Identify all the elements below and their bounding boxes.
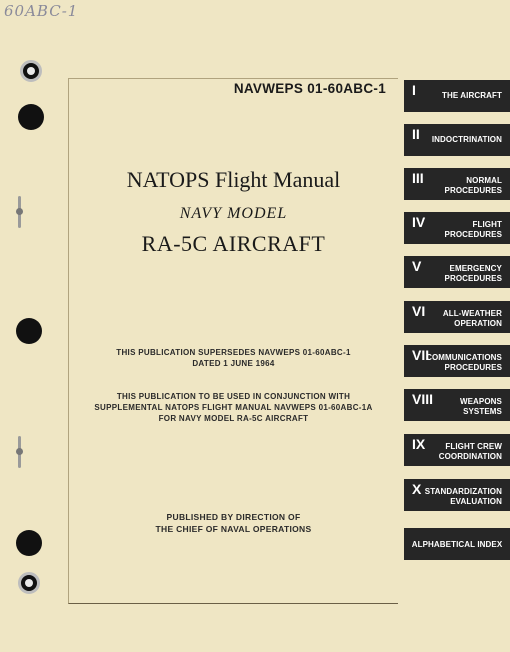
conjunction-line: FOR NAVY MODEL RA-5C AIRCRAFT (158, 414, 309, 423)
binder-hole (16, 530, 42, 556)
binder-clip (18, 196, 21, 228)
tab-label: FLIGHT PROCEDURES (444, 220, 502, 239)
supersedes-notice (69, 347, 398, 369)
tab-all-weather-operation[interactable] (404, 301, 510, 333)
supersedes-date: DATED 1 JUNE 1964 (192, 359, 275, 368)
conjunction-line: THIS PUBLICATION TO BE USED IN CONJUNCTION WITH (116, 392, 351, 401)
tab-label: WEAPONS SYSTEMS (459, 397, 502, 416)
tab-weapons-systems[interactable] (404, 389, 510, 421)
cover-panel (68, 78, 398, 604)
tab-flight-crew-coordination[interactable] (404, 434, 510, 466)
binder-hole-top (20, 60, 42, 82)
tab-number: X (412, 481, 422, 497)
tab-number: IX (412, 436, 426, 452)
tab-number: II (412, 126, 420, 142)
navy-model-label: NAVY MODEL (179, 205, 288, 222)
published-line: PUBLISHED BY DIRECTION OF (166, 512, 301, 522)
supersedes-line: THIS PUBLICATION SUPERSEDES NAVWEPS 01-60ABC-1 (116, 348, 351, 357)
aircraft-title: RA-5C AIRCRAFT (141, 231, 326, 256)
tab-communications-procedures[interactable] (404, 345, 510, 377)
tab-number: IV (412, 214, 426, 230)
tab-number: III (412, 170, 424, 186)
manual-title: NATOPS Flight Manual (126, 167, 341, 192)
tab-label: FLIGHT CREW COORDINATION (438, 442, 502, 461)
tab-label: ALPHABETICAL INDEX (411, 540, 503, 549)
binder-hole (18, 104, 44, 130)
tab-number: VII (412, 347, 430, 363)
tab-label: COMMUNICATIONS PROCEDURES (426, 353, 502, 372)
tab-label: NORMAL PROCEDURES (444, 176, 502, 195)
tab-alphabetical-index[interactable] (404, 528, 510, 560)
tab-indoctrination[interactable] (404, 124, 510, 156)
tab-normal-procedures[interactable] (404, 168, 510, 200)
binder-hole (16, 318, 42, 344)
conjunction-line: SUPPLEMENTAL NATOPS FLIGHT MANUAL NAVWEPS 01-60ABC-1A (94, 403, 373, 412)
tab-number: I (412, 82, 416, 98)
tab-number: V (412, 258, 422, 274)
binder-hole-bottom (18, 572, 40, 594)
conjunction-notice (69, 391, 398, 424)
tab-flight-procedures[interactable] (404, 212, 510, 244)
tab-emergency-procedures[interactable] (404, 256, 510, 288)
published-by (69, 511, 398, 535)
published-line: THE CHIEF OF NAVAL OPERATIONS (155, 524, 312, 534)
tab-number: VI (412, 303, 426, 319)
tab-label: EMERGENCY PROCEDURES (444, 264, 502, 283)
tab-standardization-evaluation[interactable] (404, 479, 510, 511)
tab-label: THE AIRCRAFT (441, 91, 502, 100)
tab-the-aircraft[interactable] (404, 80, 510, 112)
tab-label: STANDARDIZATION EVALUATION (424, 487, 502, 506)
tab-number: VIII (412, 391, 434, 407)
binder-clip (18, 436, 21, 468)
tab-label: ALL-WEATHER OPERATION (442, 309, 502, 328)
tab-label: INDOCTRINATION (431, 135, 502, 144)
handwritten-note: 60ABC-1 (4, 2, 79, 20)
publication-number: NAVWEPS 01-60ABC-1 (233, 81, 386, 96)
